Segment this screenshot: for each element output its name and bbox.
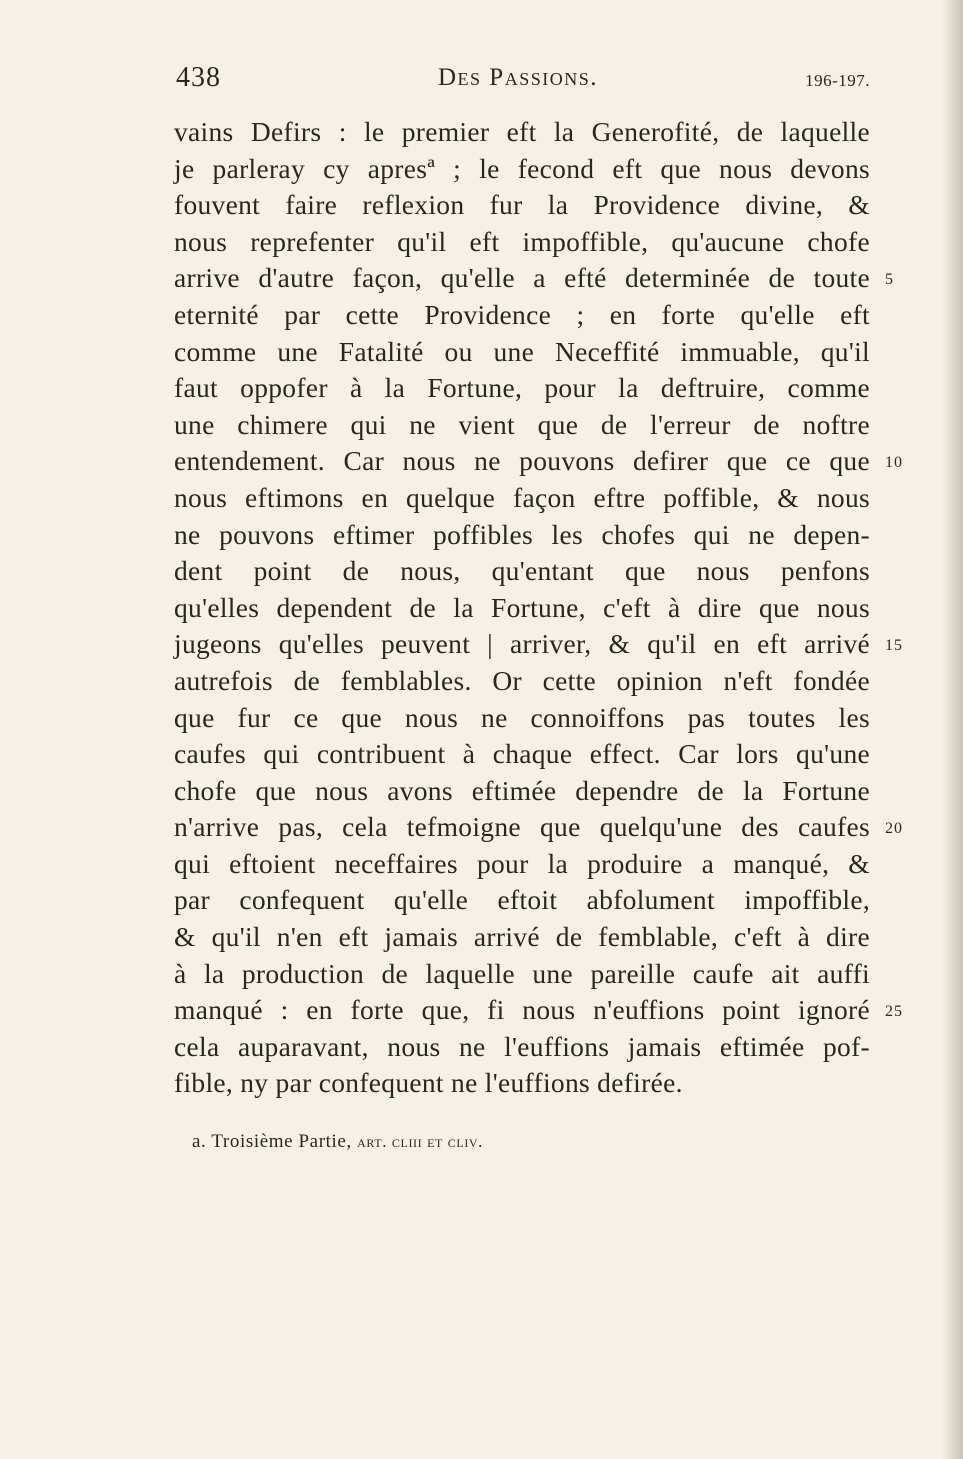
- page-range: 196-197.: [805, 71, 870, 90]
- text-line: par confequent qu'elle eftoit abfolument impoffible,: [174, 884, 870, 916]
- text-line: chofe que nous avons eftimée dependre de la Fortune: [174, 774, 870, 806]
- text-line: qui eftoient neceffaires pour la produire a manqué, &: [174, 847, 870, 879]
- text-line: qu'elles dependent de la Fortune, c'eft à dire que nous: [174, 591, 870, 623]
- text-line: que fur ce que nous ne connoiffons pas toutes les: [174, 701, 870, 733]
- text-line: ne pouvons eftimer poffibles les chofes qui ne depen-: [174, 518, 870, 550]
- line-number: 25: [885, 1003, 903, 1021]
- text-line: faut oppofer à la Fortune, pour la deftruire, comme: [174, 372, 870, 404]
- text-line: jugeons qu'elles peuvent | arriver, & qu'il en eft arrivé: [174, 628, 870, 660]
- body-text: [174, 114, 870, 1102]
- text-line: entendement. Car nous ne pouvons defirer que ce que: [174, 445, 870, 477]
- footnote-reference: art. cliii et cliv.: [357, 1132, 484, 1151]
- page-number: 438: [176, 62, 221, 93]
- text-line: autrefois de femblables. Or cette opinion n'eft fondée: [174, 664, 870, 696]
- line-number: 5: [885, 271, 894, 289]
- footnote-text: a. Troisième Partie,: [192, 1131, 358, 1152]
- text-line: fouvent faire reflexion fur la Providence divine, &: [174, 189, 870, 221]
- text-line: cela auparavant, nous ne l'euffions jamais eftimée pof-: [174, 1030, 870, 1062]
- line-number: 15: [885, 637, 903, 655]
- text-line: comme une Fatalité ou une Neceffité immuable, qu'il: [174, 335, 870, 367]
- text-line: arrive d'autre façon, qu'elle a efté determinée de toute: [174, 262, 870, 294]
- text-line: & qu'il n'en eft jamais arrivé de femblable, c'eft à dire: [174, 921, 870, 953]
- text-line: une chimere qui ne vient que de l'erreur de noftre: [174, 408, 870, 440]
- text-line: dent point de nous, qu'entant que nous penfons: [174, 555, 870, 587]
- text-line: caufes qui contribuent à chaque effect. Car lors qu'une: [174, 738, 870, 770]
- text-line: n'arrive pas, cela tefmoigne que quelqu'une des caufes: [174, 811, 870, 843]
- text-line: nous eftimons en quelque façon eftre poffible, & nous: [174, 481, 870, 513]
- page-edge-shadow: [941, 0, 963, 1459]
- running-title: Des Passions.: [438, 64, 598, 91]
- footnote: [192, 1131, 483, 1153]
- text-line: je parleray cy apresª ; le fecond eft que nous devons: [174, 152, 870, 184]
- text-line: fible, ny par confequent ne l'euffions defirée.: [174, 1067, 683, 1099]
- line-number: 20: [885, 820, 903, 838]
- line-number: 10: [885, 454, 903, 472]
- text-line: à la production de laquelle une pareille caufe ait auffi: [174, 957, 870, 989]
- text-line: manqué : en forte que, fi nous n'euffions point ignoré: [174, 994, 870, 1026]
- text-line: nous reprefenter qu'il eft impoffible, qu'aucune chofe: [174, 225, 870, 257]
- text-line: vains Defirs : le premier eft la Generofité, de laquelle: [174, 116, 870, 147]
- text-line: eternité par cette Providence ; en forte qu'elle eft: [174, 298, 870, 330]
- page-header: [176, 62, 870, 98]
